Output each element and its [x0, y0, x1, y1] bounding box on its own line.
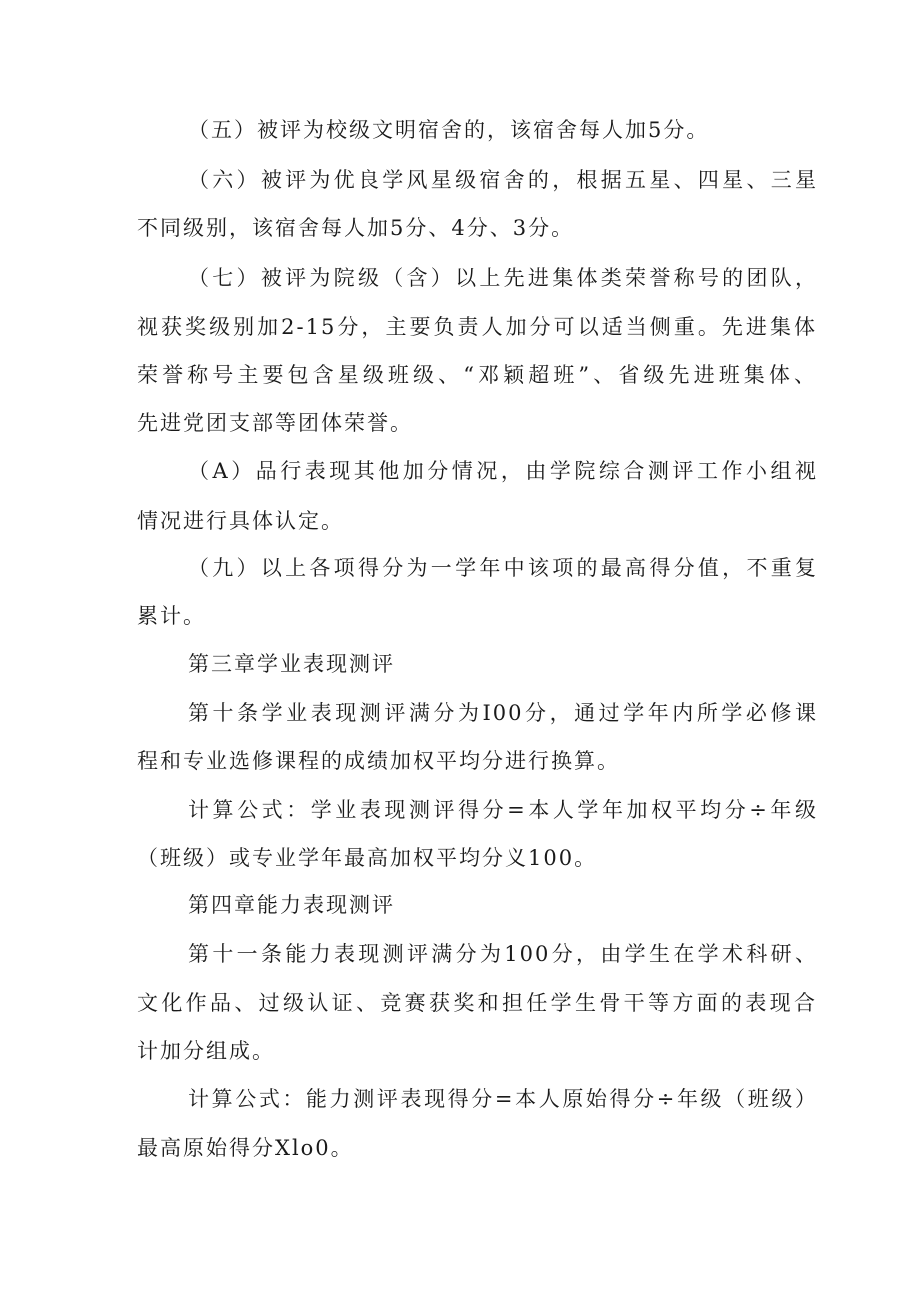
- paragraph-line: 计算公式：学业表现测评得分=本人学年加权平均分÷年级: [188, 798, 818, 822]
- paragraph-line: 第十一条能力表现测评满分为100分，由学生在学术科研、: [188, 942, 818, 966]
- paragraph-line: （班级）或专业学年最高加权平均分义100。: [137, 846, 598, 870]
- paragraph-line: 程和专业选修课程的成绩加权平均分进行换算。: [137, 749, 620, 773]
- paragraph-line: 荣誉称号主要包含星级班级、“邓颖超班”、省级先进班集体、: [137, 363, 817, 387]
- paragraph-line: 最高原始得分Xlo0。: [137, 1136, 354, 1160]
- chapter-heading: 第三章学业表现测评: [188, 652, 395, 676]
- paragraph-line: 情况进行具体认定。: [137, 509, 344, 533]
- chapter-heading: 第四章能力表现测评: [188, 893, 395, 917]
- paragraph-line: 计加分组成。: [137, 1039, 275, 1063]
- paragraph-line: （九）以上各项得分为一学年中该项的最高得分值，不重复: [188, 556, 818, 580]
- paragraph-line: 先进党团支部等团体荣誉。: [137, 411, 413, 435]
- paragraph-line: （A）品行表现其他加分情况，由学院综合测评工作小组视: [188, 459, 818, 483]
- paragraph-line: （七）被评为院级（含）以上先进集体类荣誉称号的团队，: [188, 266, 818, 290]
- paragraph-line: 累计。: [137, 604, 206, 628]
- paragraph-line: 文化作品、过级认证、竞赛获奖和担任学生骨干等方面的表现合: [137, 991, 817, 1015]
- paragraph-line: 计算公式：能力测评表现得分=本人原始得分÷年级（班级）: [188, 1087, 818, 1111]
- paragraph-line: （六）被评为优良学风星级宿舍的，根据五星、四星、三星: [188, 168, 818, 192]
- paragraph-line: 视获奖级别加2-15分，主要负责人加分可以适当侧重。先进集体: [137, 315, 817, 339]
- paragraph-line: 第十条学业表现测评满分为I00分，通过学年内所学必修课: [188, 701, 818, 725]
- paragraph-line: 不同级别，该宿舍每人加5分、4分、3分。: [137, 216, 575, 240]
- paragraph-line: （五）被评为校级文明宿舍的，该宿舍每人加5分。: [188, 118, 710, 142]
